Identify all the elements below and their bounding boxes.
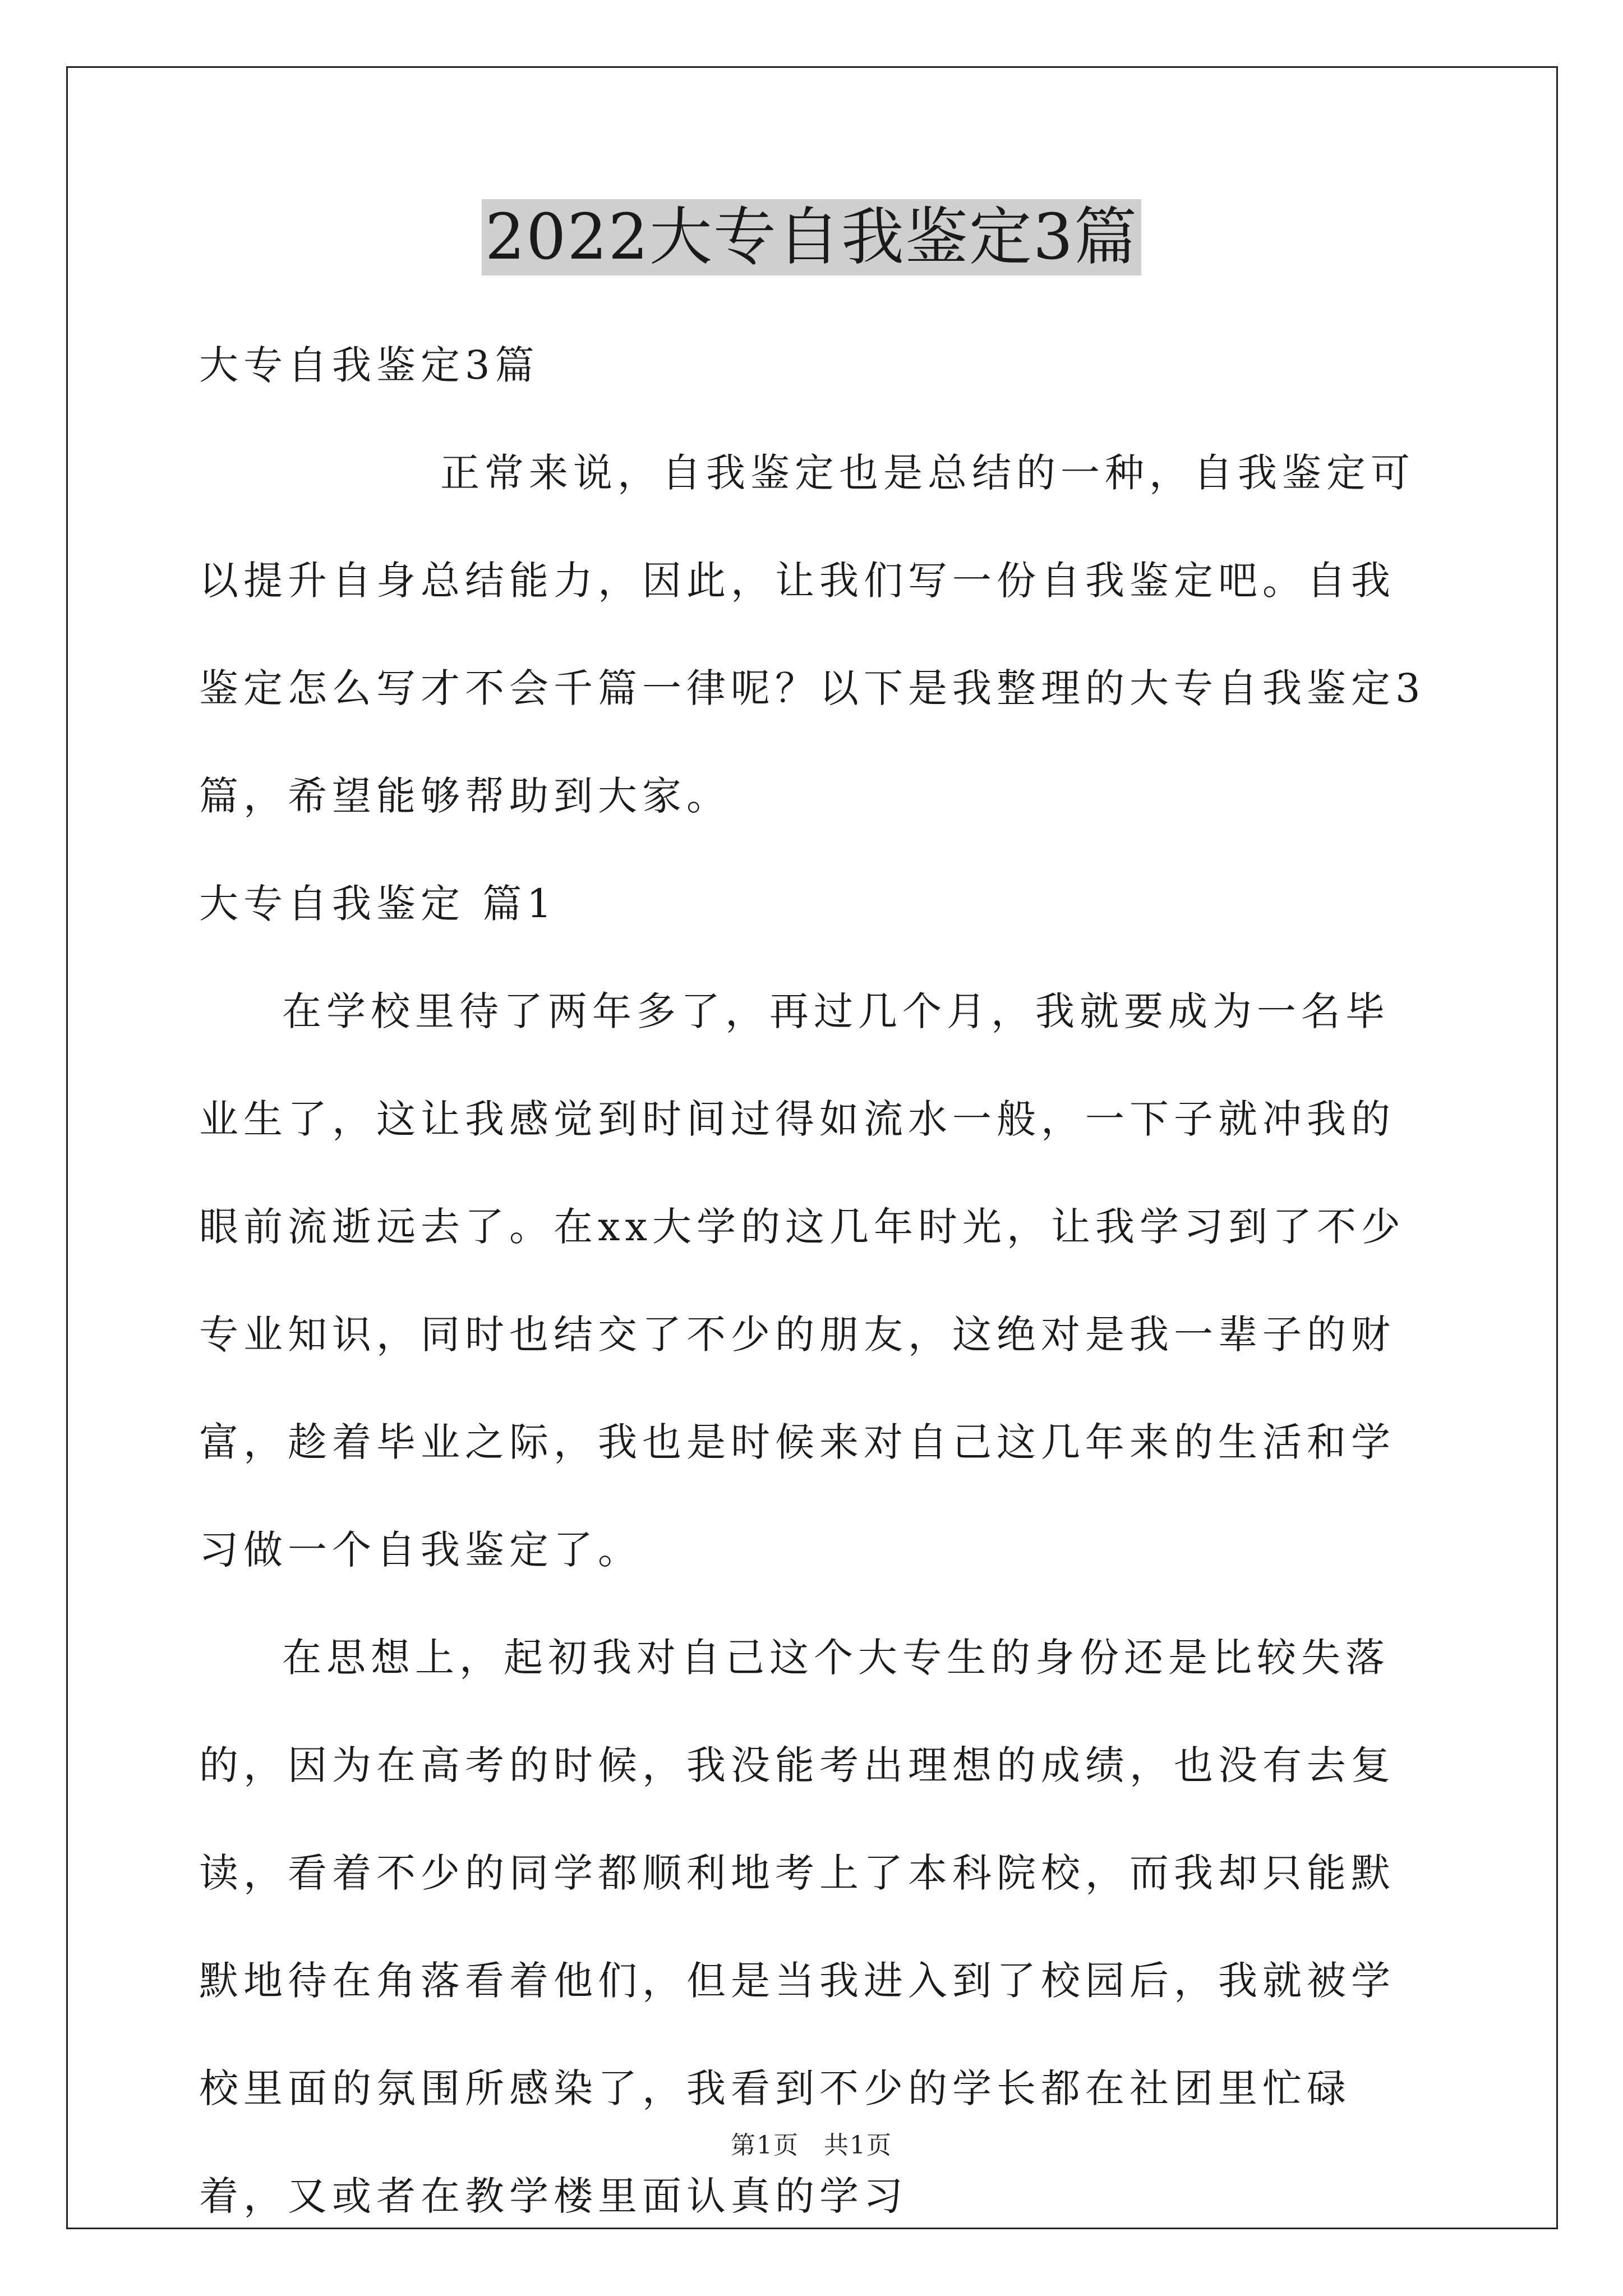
- page-footer: [0, 2129, 1623, 2162]
- section-heading: 大专自我鉴定 篇1: [199, 881, 557, 927]
- title-container: [0, 199, 1623, 275]
- body-paragraph: 在学校里待了两年多了，再过几个月，我就要成为一名毕业生了，这让我感觉到时间过得如流水一般，一下子就冲我的眼前流逝远去了。在xx大学的这几年时光，让我学习到了不少专业知识，同时也结交了不少的朋友，这绝对是我一辈子的财富，趁着毕业之际，我也是时候来对自己这几年来的生活和学习做一个自我鉴定了。: [199, 988, 1405, 1573]
- document-subtitle: 大专自我鉴定3篇: [199, 342, 540, 388]
- page-total: 共1页: [824, 2131, 892, 2160]
- body-paragraph: 在思想上，起初我对自己这个大专生的身份还是比较失落的，因为在高考的时候，我没能考出理想的成绩，也没有去复读，看着不少的同学都顺利地考上了本科院校，而我却只能默默地待在角落看着他们，但是当我进入到了校园后，我就被学校里面的氛围所感染了，我看到不少的学长都在社团里忙碌着，又或者在教学楼里面认真的学习: [199, 1635, 1395, 2219]
- document-title: 2022大专自我鉴定3篇: [482, 199, 1141, 275]
- page-number: 第1页: [731, 2131, 799, 2160]
- document-body: [199, 311, 1433, 2250]
- intro-paragraph: 正常来说，自我鉴定也是总结的一种，自我鉴定可以提升自身总结能力，因此，让我们写一份自我鉴定吧。自我鉴定怎么写才不会千篇一律呢？以下是我整理的大专自我鉴定3篇，希望能够帮助到大家。: [199, 450, 1426, 819]
